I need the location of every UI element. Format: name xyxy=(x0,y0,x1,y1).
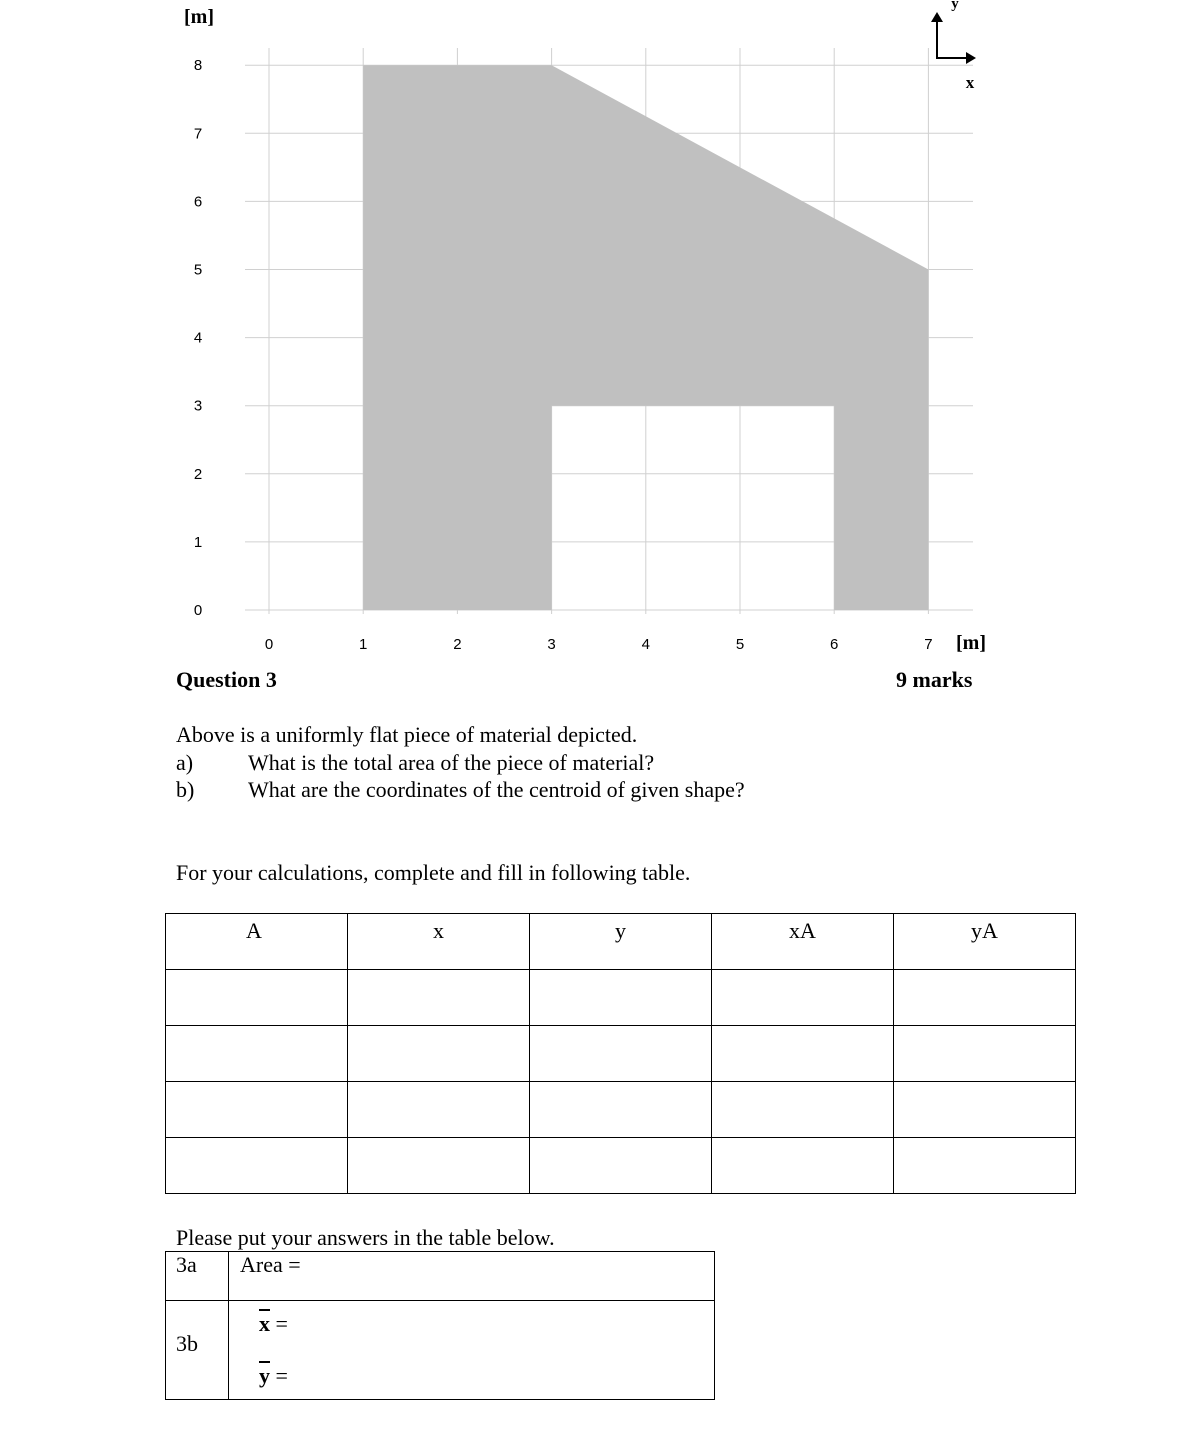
calc-cell[interactable] xyxy=(894,1082,1076,1138)
question-intro: Above is a uniformly flat piece of material depicted. xyxy=(176,722,638,747)
centroid-answer-field[interactable] xyxy=(229,1301,715,1400)
part-b-label: b) xyxy=(176,777,195,802)
calc-cell[interactable] xyxy=(712,970,894,1026)
y-tick-label: 6 xyxy=(193,193,203,211)
calc-row xyxy=(166,1138,1076,1194)
x-unit-label: [m] xyxy=(956,632,986,654)
x-tick-label: 0 xyxy=(264,636,274,653)
calc-header-xa: xA xyxy=(712,914,894,970)
calc-row xyxy=(166,1026,1076,1082)
xbar-symbol: $\overline{x}$ xyxy=(259,1311,270,1336)
calc-cell[interactable] xyxy=(348,970,530,1026)
calc-cell[interactable] xyxy=(530,1082,712,1138)
y-tick-label: 1 xyxy=(193,533,203,551)
part-b-text: What are the coordinates of the centroid of given shape? xyxy=(248,777,745,802)
calc-cell[interactable] xyxy=(530,970,712,1026)
calc-cell[interactable] xyxy=(166,970,348,1026)
ybar-equals: = xyxy=(275,1363,288,1388)
x-tick-label: 4 xyxy=(641,636,650,653)
calc-cell[interactable] xyxy=(712,1026,894,1082)
y-tick-label: 4 xyxy=(193,329,203,347)
y-unit-label: [m] xyxy=(184,6,214,28)
area-answer-field[interactable] xyxy=(229,1252,715,1301)
calc-cell[interactable] xyxy=(166,1138,348,1194)
y-tick-label: 5 xyxy=(193,261,203,279)
calc-cell[interactable] xyxy=(530,1138,712,1194)
part-a-label: a) xyxy=(176,750,194,775)
x-tick-label: 6 xyxy=(830,636,839,653)
y-tick-label: 8 xyxy=(193,57,203,75)
x-tick-label: 5 xyxy=(735,636,745,653)
calc-header-row xyxy=(166,914,1076,970)
calc-row xyxy=(166,1082,1076,1138)
x-tick-label: 1 xyxy=(359,636,368,653)
calc-cell[interactable] xyxy=(712,1138,894,1194)
calc-cell[interactable] xyxy=(712,1082,894,1138)
area-label: Area = xyxy=(240,1252,301,1277)
answer-table xyxy=(165,1251,715,1400)
calc-cell[interactable] xyxy=(348,1138,530,1194)
calc-cell[interactable] xyxy=(894,1138,1076,1194)
calc-header-y: y xyxy=(530,914,712,970)
x-tick-label: 3 xyxy=(547,636,556,653)
xbar-equals: = xyxy=(275,1311,288,1336)
calc-header-ya: yA xyxy=(894,914,1076,970)
calc-header-x: x xyxy=(348,914,530,970)
y-tick-label: 0 xyxy=(193,602,203,619)
calc-cell[interactable] xyxy=(530,1026,712,1082)
axis-x-label: x xyxy=(965,73,975,92)
axis-y-label: y xyxy=(951,0,959,12)
calculation-table xyxy=(165,913,1076,1194)
y-tick-label: 7 xyxy=(193,125,203,143)
answers-instruction: Please put your answers in the table below. xyxy=(176,1225,555,1250)
calc-cell[interactable] xyxy=(166,1026,348,1082)
shape-figure xyxy=(0,0,1181,700)
ybar-symbol: $\overline{y}$ xyxy=(259,1363,270,1388)
calc-cell[interactable] xyxy=(166,1082,348,1138)
ybar-line xyxy=(259,1363,288,1389)
question-marks: 9 marks xyxy=(896,667,973,692)
calc-cell[interactable] xyxy=(894,1026,1076,1082)
part-a-text: What is the total area of the piece of material? xyxy=(248,750,655,775)
question-title: Question 3 xyxy=(176,667,277,692)
axis-indicator-lines xyxy=(937,20,968,58)
table-instruction: For your calculations, complete and fill in following table. xyxy=(176,860,691,885)
calc-row xyxy=(166,970,1076,1026)
y-tick-label: 3 xyxy=(193,397,203,415)
x-tick-label: 7 xyxy=(924,636,933,653)
calc-cell[interactable] xyxy=(348,1026,530,1082)
x-tick-label: 2 xyxy=(453,636,462,653)
y-tick-label: 2 xyxy=(193,465,203,483)
answer-row-b xyxy=(166,1301,715,1400)
answer-row-a xyxy=(166,1252,715,1301)
calc-header-a: A xyxy=(166,914,348,970)
xbar-line xyxy=(259,1311,288,1337)
answer-label-3b: 3b xyxy=(166,1301,229,1400)
answer-label-3a: 3a xyxy=(166,1252,229,1301)
calc-cell[interactable] xyxy=(348,1082,530,1138)
y-arrow-icon xyxy=(931,12,943,22)
x-arrow-icon xyxy=(966,52,976,64)
calc-cell[interactable] xyxy=(894,970,1076,1026)
